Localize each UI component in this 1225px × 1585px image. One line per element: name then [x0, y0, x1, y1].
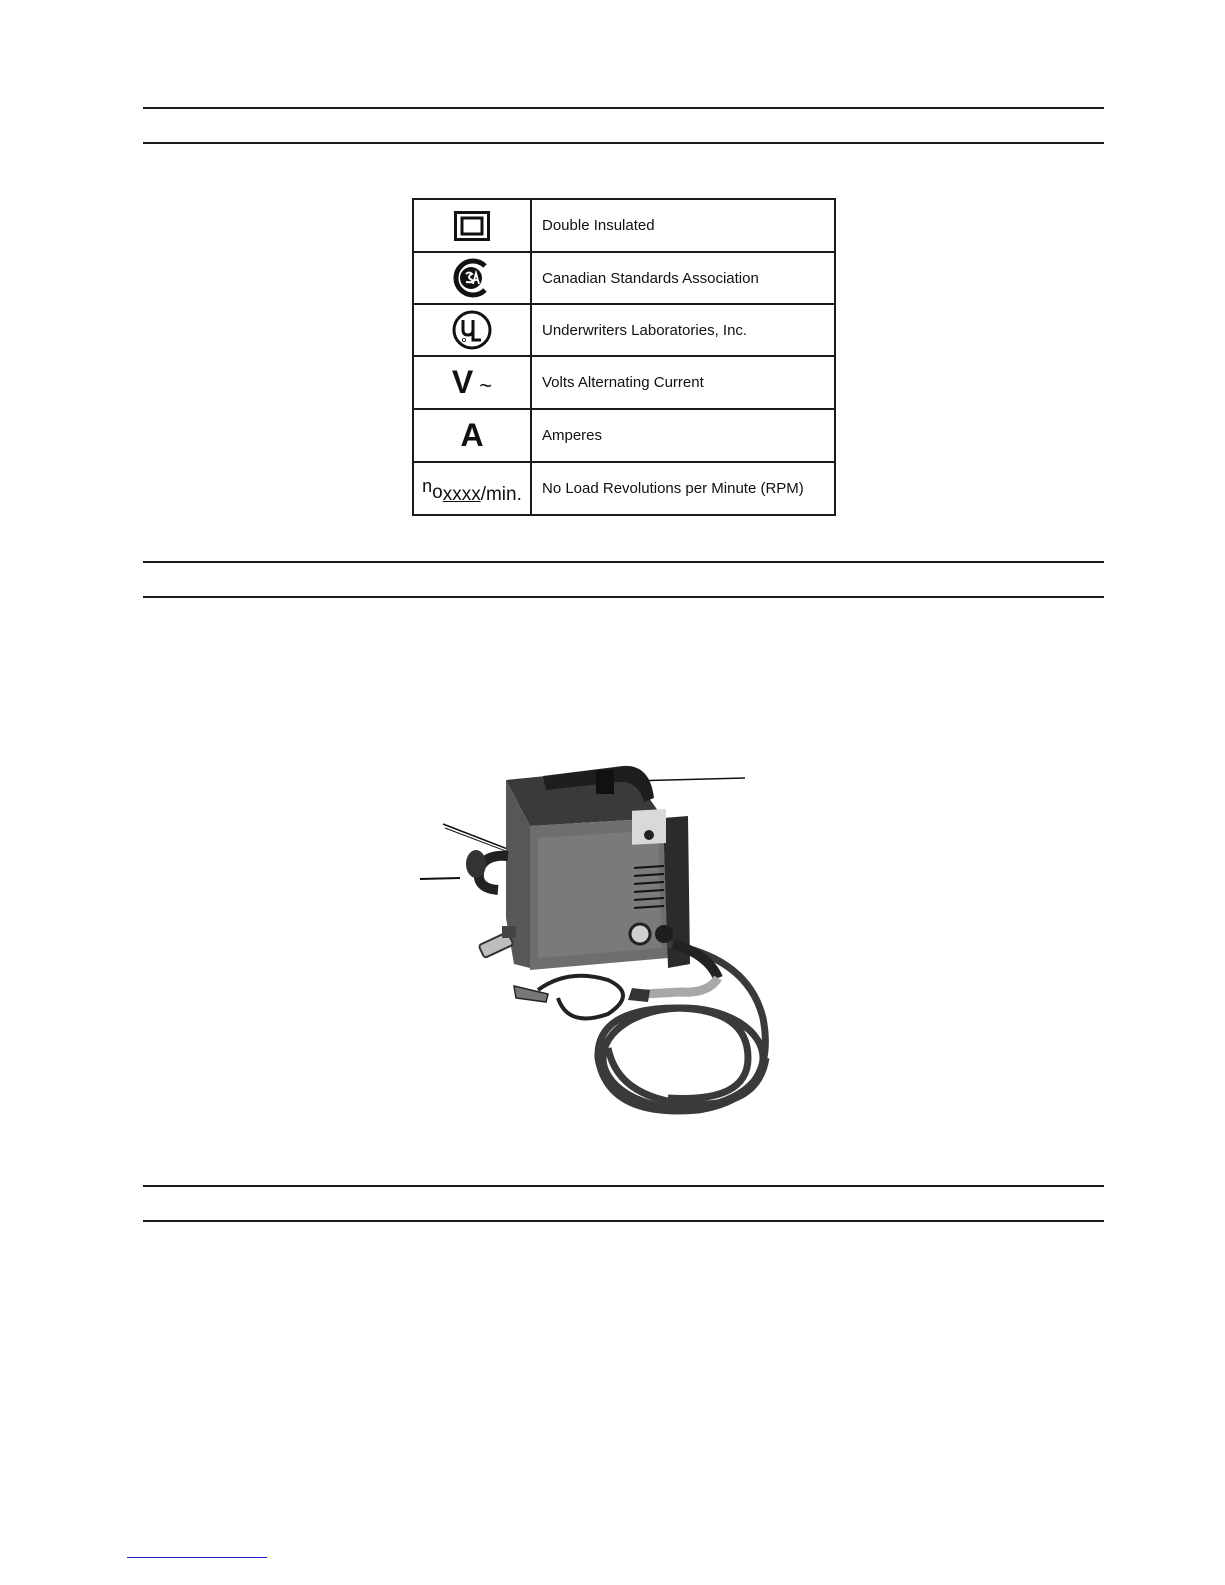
symbol-cell: [413, 409, 531, 462]
table-row: [413, 252, 835, 304]
symbol-cell: [413, 356, 531, 409]
symbol-cell: [413, 304, 531, 356]
symbol-description: Double Insulated: [531, 199, 835, 252]
table-row: [413, 199, 835, 252]
csa-logo-icon: [451, 257, 493, 299]
rpm-n: n: [422, 475, 433, 496]
section-rule-2-top: [143, 561, 1104, 563]
table-row: [413, 304, 835, 356]
control-knob: [644, 830, 654, 840]
torch-connector: [655, 925, 673, 943]
callout-line-connector: [420, 878, 460, 879]
symbol-cell: [413, 462, 531, 515]
air-regulator: [479, 926, 516, 958]
symbol-description: Amperes: [531, 409, 835, 462]
rpm-o: o: [432, 481, 443, 503]
symbol-description: Canadian Standards Association: [531, 252, 835, 304]
torch-cable-coil: [598, 944, 766, 1111]
callout-line-side: [443, 824, 510, 850]
section-rule-3-bottom: [143, 1220, 1104, 1222]
callout-line-side-2: [445, 828, 511, 853]
symbol-description: No Load Revolutions per Minute (RPM): [531, 462, 835, 515]
section-rule-2-bottom: [143, 596, 1104, 598]
symbols-table: [412, 198, 836, 516]
ground-cable: [538, 976, 623, 1019]
handle-strap: [596, 770, 614, 794]
section-rule-1-bottom: [143, 142, 1104, 144]
ul-logo-icon: [451, 309, 493, 351]
section-rule-3-top: [143, 1185, 1104, 1187]
alternating-current-symbol: ~: [479, 373, 493, 398]
rpm-unit: /min.: [480, 483, 522, 505]
table-row: [413, 356, 835, 409]
symbol-description: Volts Alternating Current: [531, 356, 835, 409]
symbol-cell: [413, 252, 531, 304]
symbol-cell: [413, 199, 531, 252]
double-insulated-icon: [454, 211, 490, 241]
rear-coupler: [466, 850, 486, 878]
footnote-rule: [127, 1557, 267, 1558]
plasma-cutter-product-photo: [418, 758, 802, 1136]
table-row: [413, 409, 835, 462]
amperes-icon: A: [460, 417, 484, 453]
no-load-rpm-icon: [422, 473, 522, 504]
volts-ac-icon: [452, 364, 492, 401]
volts-symbol: V: [451, 364, 474, 400]
symbol-description: Underwriters Laboratories, Inc.: [531, 304, 835, 356]
front-connector: [630, 924, 650, 944]
rpm-value: xxxx: [442, 483, 481, 505]
table-row: [413, 462, 835, 515]
section-rule-1-top: [143, 107, 1104, 109]
